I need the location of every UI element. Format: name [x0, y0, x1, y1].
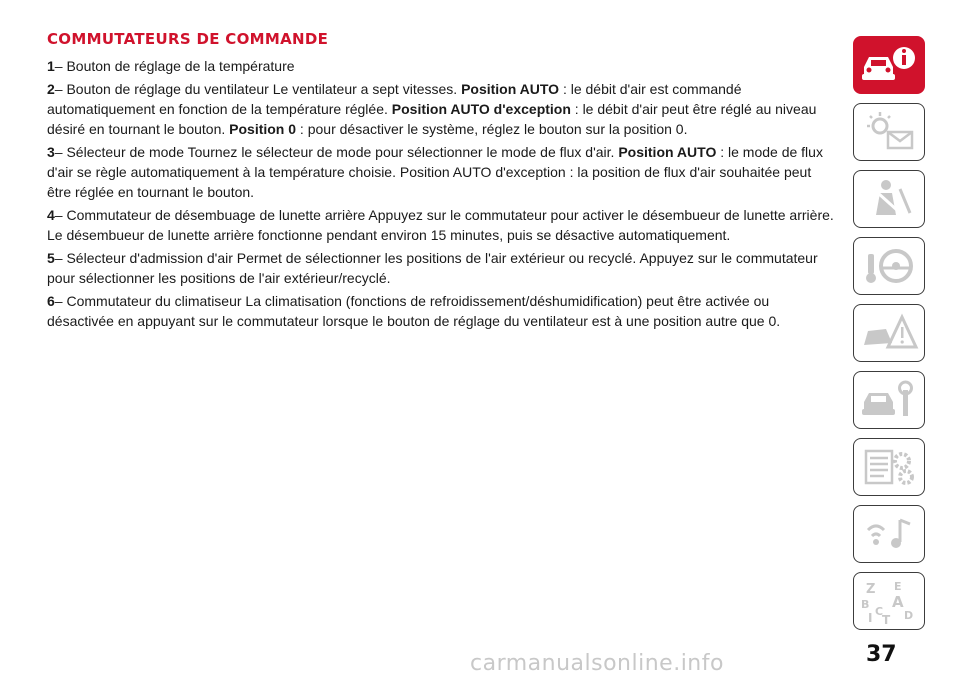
control-item-2: [47, 79, 837, 139]
multimedia-music-icon: [858, 510, 920, 558]
tab-starting-driving[interactable]: [853, 237, 925, 295]
index-letter: C: [875, 605, 884, 618]
index-letter: I: [868, 611, 873, 625]
page-number: 37: [866, 642, 897, 667]
index-letter: B: [861, 598, 870, 611]
control-item-3: [47, 142, 837, 202]
car-crash-warning-icon: [858, 309, 920, 357]
section-heading: COMMUTATEURS DE COMMANDE: [47, 30, 329, 48]
index-letter: T: [882, 613, 891, 625]
tab-lights-messages[interactable]: [853, 103, 925, 161]
item-text: : le mode de flux d'air se règle automatiquement à la température choisie. Position AUTO d'exception : la position de flux d'air souhaitée peut être réglée en tournant le bouton.: [47, 144, 823, 200]
item-number: 1: [47, 58, 55, 74]
tab-index[interactable]: [853, 572, 925, 630]
control-item-4: [47, 205, 837, 245]
item-keyword: Position AUTO: [461, 81, 560, 97]
item-text: – Bouton de réglage du ventilateur Le ventilateur a sept vitesses.: [54, 81, 462, 97]
item-text: – Bouton de réglage de la température: [54, 58, 295, 74]
index-letter: Z: [866, 582, 876, 597]
items-list: [47, 56, 837, 331]
alphabetical-index-icon: [858, 577, 920, 625]
specs-gears-icon: [858, 443, 920, 491]
item-text: – Sélecteur de mode Tournez le sélecteur de mode pour sélectionner le mode de flux d'air.: [54, 144, 619, 160]
main-content: [47, 30, 837, 334]
tab-technical-specs[interactable]: [853, 438, 925, 496]
item-text: – Sélecteur d'admission d'air Permet de sélectionner les positions de l'air extérieur ou recyclé. Appuyez sur le commutateur pour sélectionner les positions de l'air extérieur/recyclé.: [47, 250, 818, 286]
item-number: 2: [47, 81, 55, 97]
control-item-5: [47, 248, 837, 288]
watermark: carmanualsonline.info: [470, 651, 724, 676]
item-number: 4: [47, 207, 55, 223]
item-number: 5: [47, 250, 55, 266]
tab-safety[interactable]: [853, 170, 925, 228]
index-letter: A: [892, 593, 904, 611]
tab-car-info[interactable]: [853, 36, 925, 94]
item-text: – Commutateur du climatiseur La climatisation (fonctions de refroidissement/déshumidification) peut être activée ou désactivée en appuyant sur le commutateur lorsque le bouton de réglage du ventilateur est à une position autre que 0.: [47, 293, 781, 329]
car-info-icon: [858, 41, 920, 89]
item-number: 3: [47, 144, 55, 160]
car-wrench-icon: [858, 376, 920, 424]
key-steering-wheel-icon: [858, 242, 920, 290]
item-text: – Commutateur de désembuage de lunette arrière Appuyez sur le commutateur pour activer le désembueur de lunette arrière. Le désembueur de lunette arrière fonctionne pendant environ 15 minutes, puis se désactive automatiquement.: [47, 207, 834, 243]
index-letter: E: [894, 580, 902, 593]
control-item-1: [47, 56, 837, 76]
item-text: : pour désactiver le système, réglez le bouton sur la position 0.: [296, 121, 688, 137]
item-text: : le débit d'air peut être réglé au niveau désiré en tournant le bouton.: [47, 101, 817, 137]
item-keyword: Position AUTO: [618, 144, 717, 160]
warning-light-envelope-icon: [858, 108, 920, 156]
chapter-sidebar: [853, 36, 927, 639]
item-keyword: Position 0: [229, 121, 297, 137]
item-keyword: Position AUTO d'exception: [391, 101, 571, 117]
control-item-6: [47, 291, 837, 331]
index-letter: D: [904, 609, 914, 622]
tab-maintenance[interactable]: [853, 371, 925, 429]
item-text: : le débit d'air est commandé automatiquement en fonction de la température réglée.: [47, 81, 742, 117]
tab-emergency[interactable]: [853, 304, 925, 362]
tab-multimedia[interactable]: [853, 505, 925, 563]
seatbelt-airbag-icon: [858, 175, 920, 223]
item-number: 6: [47, 293, 55, 309]
